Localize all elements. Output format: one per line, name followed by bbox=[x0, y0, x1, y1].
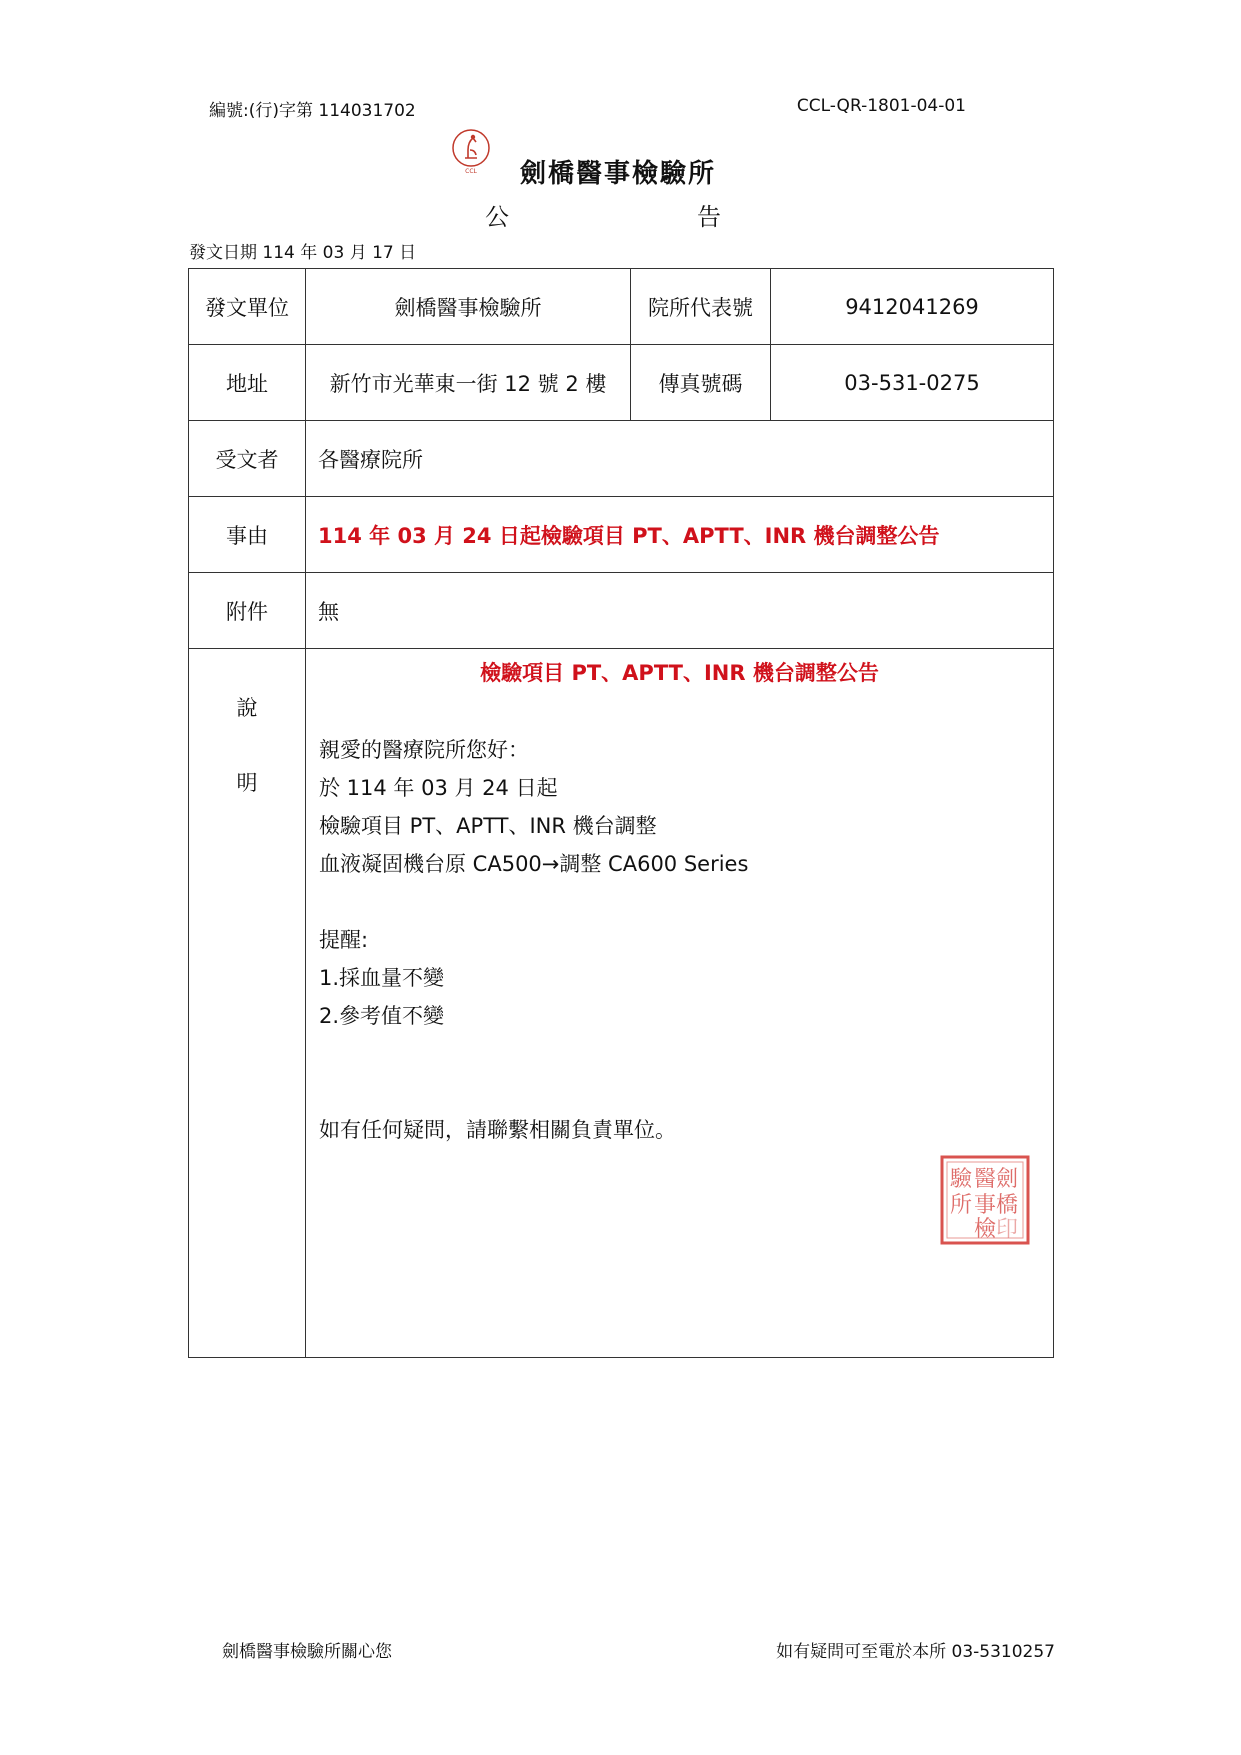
description-line: 提醒: bbox=[319, 928, 369, 952]
fax-value: 03-531-0275 bbox=[771, 345, 1054, 421]
svg-text:印: 印 bbox=[995, 1217, 1019, 1242]
svg-text:檢: 檢 bbox=[973, 1217, 997, 1242]
row-recipient bbox=[189, 421, 1054, 497]
subject-label: 事由 bbox=[189, 497, 306, 573]
footer-left: 劍橋醫事檢驗所關心您 bbox=[222, 1642, 392, 1662]
document-number: 編號:(行)字第 114031702 bbox=[209, 101, 416, 121]
subject-value: 114 年 03 月 24 日起檢驗項目 PT、APTT、INR 機台調整公告 bbox=[306, 497, 1054, 573]
issuer-value: 劍橋醫事檢驗所 bbox=[306, 269, 631, 345]
attachment-value: 無 bbox=[306, 573, 1054, 649]
description-line: 親愛的醫療院所您好： bbox=[319, 738, 529, 762]
svg-text:劍: 劍 bbox=[995, 1167, 1019, 1192]
svg-text:事: 事 bbox=[973, 1193, 997, 1218]
code-label: 院所代表號 bbox=[631, 269, 771, 345]
fax-label: 傳真號碼 bbox=[631, 345, 771, 421]
notice-heading-char-2: 告 bbox=[697, 203, 721, 231]
description-label-char-2: 明 bbox=[236, 771, 258, 795]
svg-text:所: 所 bbox=[949, 1193, 973, 1218]
description-line bbox=[319, 883, 748, 921]
description-body bbox=[306, 649, 1054, 1358]
recipient-value: 各醫療院所 bbox=[306, 421, 1054, 497]
svg-text:橋: 橋 bbox=[995, 1193, 1019, 1218]
description-line: 檢驗項目 PT、APTT、INR 機台調整 bbox=[319, 814, 657, 838]
address-value: 新竹市光華東一街 12 號 2 樓 bbox=[306, 345, 631, 421]
org-title: 劍橋醫事檢驗所 bbox=[520, 159, 717, 189]
issue-date: 發文日期 114 年 03 月 17 日 bbox=[189, 243, 417, 263]
notice-table bbox=[188, 268, 1054, 1358]
description-line bbox=[319, 1035, 748, 1073]
row-attachment bbox=[189, 573, 1054, 649]
official-seal-stamp bbox=[939, 1154, 1031, 1246]
description-title: 檢驗項目 PT、APTT、INR 機台調整公告 bbox=[480, 661, 879, 685]
code-value: 9412041269 bbox=[771, 269, 1054, 345]
address-label: 地址 bbox=[189, 345, 306, 421]
svg-text:驗: 驗 bbox=[949, 1167, 973, 1192]
row-issuer bbox=[189, 269, 1054, 345]
notice-heading-char-1: 公 bbox=[485, 203, 509, 231]
form-code: CCL-QR-1801-04-01 bbox=[796, 96, 966, 116]
description-line: 2.參考值不變 bbox=[319, 1004, 445, 1028]
lab-logo bbox=[448, 128, 494, 176]
issuer-label: 發文單位 bbox=[189, 269, 306, 345]
description-line: 於 114 年 03 月 24 日起 bbox=[319, 776, 558, 800]
recipient-label: 受文者 bbox=[189, 421, 306, 497]
attachment-label: 附件 bbox=[189, 573, 306, 649]
svg-text:CCL: CCL bbox=[465, 168, 477, 175]
description-label-char-1: 說 bbox=[236, 696, 258, 720]
description-line bbox=[319, 1073, 748, 1111]
row-address bbox=[189, 345, 1054, 421]
svg-text:醫: 醫 bbox=[973, 1167, 997, 1192]
description-line: 血液凝固機台原 CA500→調整 CA600 Series bbox=[319, 852, 749, 876]
row-subject bbox=[189, 497, 1054, 573]
description-line: 如有任何疑問，請聯繫相關負責單位。 bbox=[319, 1118, 676, 1142]
row-description bbox=[189, 649, 1054, 1358]
footer-right: 如有疑問可至電於本所 03-5310257 bbox=[776, 1642, 1055, 1662]
description-label bbox=[189, 649, 306, 1358]
description-line: 1.採血量不變 bbox=[319, 966, 445, 990]
description-lines bbox=[319, 731, 748, 1149]
